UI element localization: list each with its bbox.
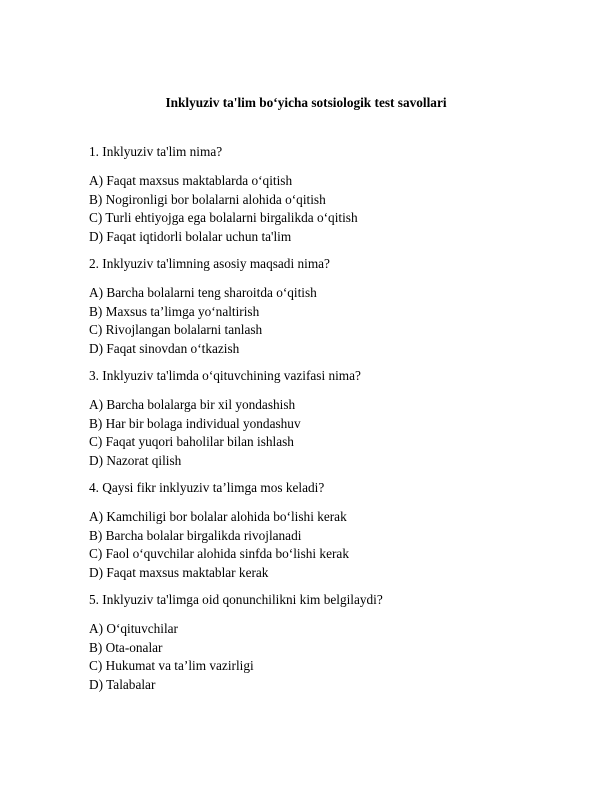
question-text: 3. Inklyuziv ta'limda o‘qituvchining vazifasi nima? [89, 368, 361, 383]
question-text: 2. Inklyuziv ta'limning asosiy maqsadi nima? [89, 256, 330, 271]
answer-option-b: B) Nogironligi bor bolalarni alohida o‘qitish [89, 191, 326, 207]
answer-options [89, 508, 589, 582]
answer-options [89, 396, 589, 470]
answer-options [89, 620, 589, 694]
answer-option-a: A) O‘qituvchilar [89, 621, 178, 636]
answer-options [89, 172, 589, 246]
answer-option-a: A) Barcha bolalarga bir xil yondashish [89, 397, 296, 412]
answer-option-b: B) Maxsus ta’limga yo‘naltirish [89, 303, 260, 319]
answer-option-a: A) Faqat maxsus maktablarda o‘qitish [89, 173, 293, 188]
answer-option-c: C) Faqat yuqori baholilar bilan ishlash [89, 434, 294, 449]
question-list [89, 143, 589, 703]
answer-option-c: C) Hukumat va ta’lim vazirligi [89, 658, 254, 673]
answer-option-c: C) Rivojlangan bolalarni tanlash [89, 322, 263, 337]
answer-option-d: D) Faqat iqtidorli bolalar uchun ta'lim [89, 228, 292, 244]
answer-options [89, 284, 589, 358]
answer-option-d: D) Talabalar [89, 676, 156, 692]
answer-option-d: D) Nazorat qilish [89, 452, 182, 468]
answer-option-a: A) Kamchiligi bor bolalar alohida bo‘lishi kerak [89, 509, 347, 524]
answer-option-d: D) Faqat maxsus maktablar kerak [89, 564, 269, 580]
document-title: Inklyuziv ta'lim bo‘yicha sotsiologik test savollari [165, 95, 447, 110]
question-3 [89, 367, 589, 470]
answer-option-c: C) Turli ehtiyojga ega bolalarni birgalikda o‘qitish [89, 210, 358, 225]
answer-option-d: D) Faqat sinovdan o‘tkazish [89, 340, 240, 356]
question-2 [89, 255, 589, 358]
answer-option-b: B) Ota-onalar [89, 639, 163, 655]
question-text: 5. Inklyuziv ta'limga oid qonunchilikni kim belgilaydi? [89, 592, 383, 607]
question-4 [89, 479, 589, 582]
question-text: 4. Qaysi fikr inklyuziv ta’limga mos keladi? [89, 480, 325, 495]
question-1 [89, 143, 589, 246]
question-text: 1. Inklyuziv ta'lim nima? [89, 144, 223, 159]
answer-option-b: B) Barcha bolalar birgalikda rivojlanadi [89, 527, 302, 543]
answer-option-c: C) Faol o‘quvchilar alohida sinfda bo‘lishi kerak [89, 546, 349, 561]
answer-option-a: A) Barcha bolalarni teng sharoitda o‘qitish [89, 285, 317, 300]
question-5 [89, 591, 589, 694]
answer-option-b: B) Har bir bolaga individual yondashuv [89, 415, 301, 431]
